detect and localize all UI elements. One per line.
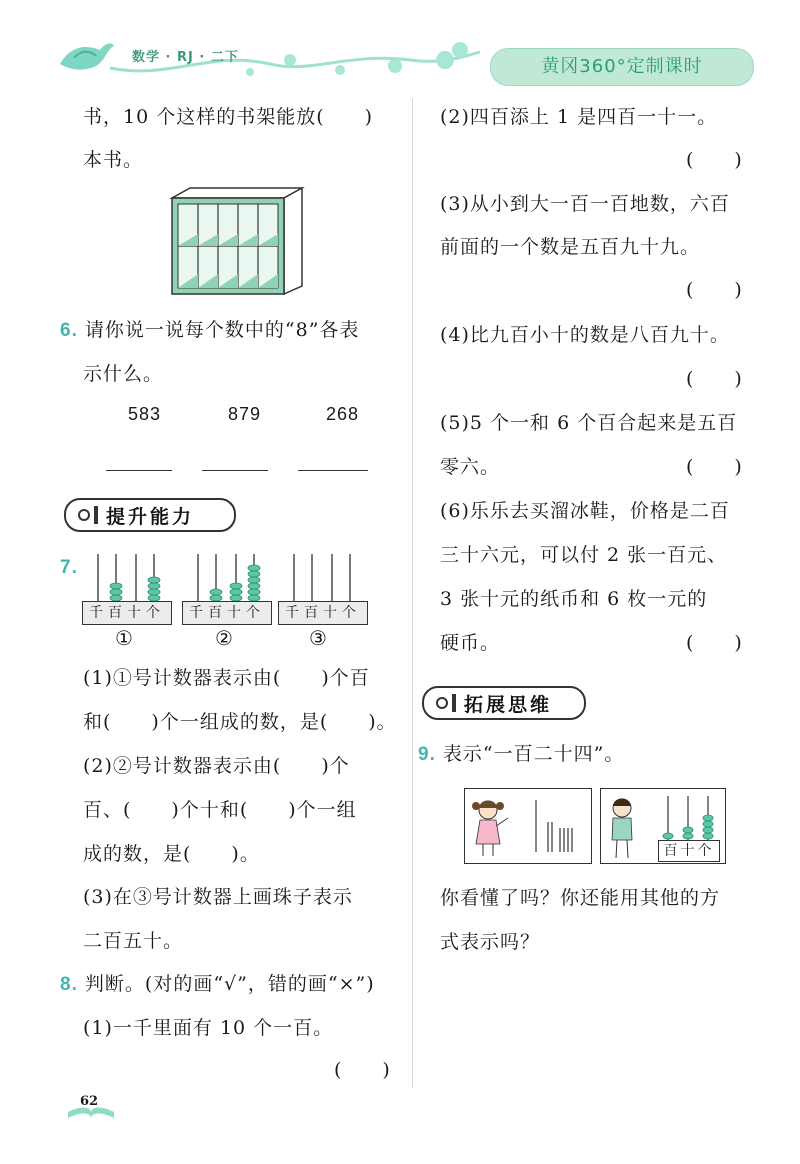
judge-item-5-line1: (5)5 个一和 6 个百合起来是五百 <box>440 412 738 434</box>
q7-line: (3)在③号计数器上画珠子表示 <box>83 886 353 908</box>
abacus-1 <box>82 552 172 602</box>
answer-blank-583[interactable] <box>106 470 172 471</box>
judge-item-3-line1: (3)从小到大一百一百地数，六百 <box>440 193 730 215</box>
q9-question-line2: 式表示吗？ <box>440 931 541 953</box>
section-header-improve <box>64 498 236 532</box>
q9-question-line1: 你看懂了吗？你还能用其他的方 <box>440 887 721 909</box>
number-879: 879 <box>228 404 262 424</box>
abacus-3[interactable] <box>278 552 368 602</box>
question-6 <box>60 318 359 343</box>
judge-item-6-line3: 3 张十元的纸币和 6 枚一元的 <box>440 588 708 610</box>
bookshelf-illustration <box>168 186 308 296</box>
q7-line: (2)②号计数器表示由( )个 <box>83 755 350 777</box>
column-divider <box>412 98 413 1088</box>
abacus-2-label: ② <box>215 626 233 650</box>
pill-dot-icon <box>78 509 90 521</box>
header-vine-decoration <box>50 30 490 90</box>
q7-line: 百、( )个十和( )个一组 <box>83 799 357 821</box>
question-number: 9. <box>418 744 436 765</box>
q8-item-1: (1)一千里面有 10 个一百。 <box>83 1017 334 1039</box>
judge-item-6-line2: 三十六元，可以付 2 张一百元、 <box>440 544 728 566</box>
header-subtitle: 数学 · RJ · 二下 <box>132 50 239 65</box>
abacus-1-label: ① <box>115 626 133 650</box>
answer-paren[interactable]: ( ) <box>686 279 743 301</box>
page-number: 62 <box>80 1094 99 1109</box>
q9-abacus-places: 百十个 <box>658 840 720 862</box>
abacus-1-places: 千百十个 <box>82 601 172 625</box>
judge-item-6-line1: (6)乐乐去买溜冰鞋，价格是二百 <box>440 500 730 522</box>
girl-with-sticks-picture <box>464 788 592 864</box>
question-number: 6. <box>60 320 78 341</box>
abacus-3-label: ③ <box>309 626 327 650</box>
question-7-number <box>60 555 78 580</box>
pill-bar-icon <box>452 694 456 712</box>
answer-paren[interactable]: ( ) <box>334 1059 391 1081</box>
header-brand-title: 黄冈360°定制课时 <box>490 48 754 86</box>
q7-line: 成的数，是( )。 <box>83 843 260 865</box>
q6-text-line1: 请你说一说每个数中的“8”各表 <box>84 319 360 341</box>
abacus-2 <box>182 552 272 602</box>
q7-line: 和( )个一组成的数，是( )。 <box>83 711 397 733</box>
pill-dot-icon <box>436 697 448 709</box>
abacus-2-places: 千百十个 <box>182 601 272 625</box>
question-number: 7. <box>60 557 78 578</box>
number-268: 268 <box>326 404 360 424</box>
q6-text-line2: 示什么。 <box>83 363 164 385</box>
question-number: 8. <box>60 974 78 995</box>
q9-text: 表示“一百二十四”。 <box>442 743 625 765</box>
q5-line2: 本书。 <box>83 149 144 171</box>
answer-paren[interactable]: ( ) <box>686 456 743 478</box>
judge-item-3-line2: 前面的一个数是五百九十九。 <box>440 236 701 258</box>
answer-paren[interactable]: ( ) <box>686 632 743 654</box>
judge-item-5-line2: 零六。 <box>440 456 501 478</box>
section-title: 拓展思维 <box>464 694 553 716</box>
abacus-3-places: 千百十个 <box>278 601 368 625</box>
question-8 <box>60 972 375 997</box>
q7-line: (1)①号计数器表示由( )个百 <box>83 667 370 689</box>
q8-instruction: 判断。(对的画“√”，错的画“×”) <box>84 973 375 995</box>
bird-logo-icon <box>56 36 116 76</box>
judge-item-6-line4: 硬币。 <box>440 632 501 654</box>
question-9 <box>418 742 624 767</box>
answer-blank-879[interactable] <box>202 470 268 471</box>
judge-item-4: (4)比九百小十的数是八百九十。 <box>440 324 730 346</box>
section-title: 提升能力 <box>106 506 195 528</box>
q7-line: 二百五十。 <box>83 930 184 952</box>
answer-paren[interactable]: ( ) <box>686 368 743 390</box>
q5-line1: 书，10 个这样的书架能放( ) <box>83 106 374 128</box>
answer-blank-268[interactable] <box>298 470 368 471</box>
number-583: 583 <box>128 404 162 424</box>
section-header-extend <box>422 686 586 720</box>
answer-paren[interactable]: ( ) <box>686 149 743 171</box>
pill-bar-icon <box>94 506 98 524</box>
judge-item-2: (2)四百添上 1 是四百一十一。 <box>440 106 718 128</box>
